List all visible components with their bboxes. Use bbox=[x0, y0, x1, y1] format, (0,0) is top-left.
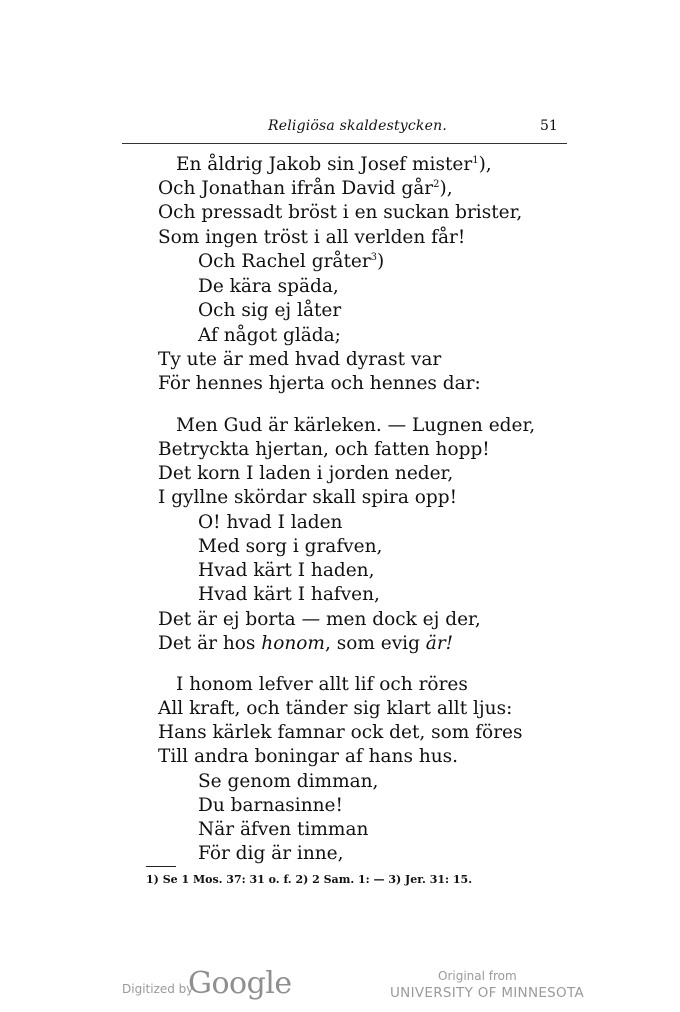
verse-line: Och Rachel gråter$^3$) bbox=[198, 251, 385, 272]
verse-line: Se genom dimman, bbox=[198, 771, 379, 792]
verse-line: Hvad kärt I haden, bbox=[198, 560, 375, 581]
scan-footer bbox=[0, 960, 680, 1010]
verse-line: När äfven timman bbox=[198, 819, 369, 840]
digitized-by-label: Digitized by bbox=[122, 982, 194, 996]
verse-line: Det korn I laden i jorden neder, bbox=[158, 463, 454, 484]
footnotes: 1) Se 1 Mos. 37: 31 o. f. 2) 2 Sam. 1: — 3) Jer. 31: 15. bbox=[146, 873, 473, 886]
footnote-marker: 3 bbox=[370, 252, 378, 263]
footnote-marker: 1 bbox=[472, 155, 479, 166]
running-header bbox=[0, 118, 680, 140]
page-number: 51 bbox=[540, 118, 558, 134]
verse-line: För dig är inne, bbox=[198, 843, 344, 864]
verse-line: Ty ute är med hvad dyrast var bbox=[158, 349, 442, 370]
verse-line: Som ingen tröst i all verlden får! bbox=[158, 227, 466, 248]
verse-line: Med sorg i grafven, bbox=[198, 536, 383, 557]
verse-line: I honom lefver allt lif och röres bbox=[176, 674, 468, 695]
verse-line: En åldrig Jakob sin Josef mister$^1$), bbox=[176, 154, 492, 175]
verse-line: För hennes hjerta och hennes dar: bbox=[158, 373, 481, 394]
verse-line: All kraft, och tänder sig klart allt ljus: bbox=[158, 698, 513, 719]
footnote-rule bbox=[146, 866, 176, 867]
verse-line: Betryckta hjertan, och fatten hopp! bbox=[158, 439, 490, 460]
verse-line: O! hvad I laden bbox=[198, 512, 343, 533]
verse-line: Hvad kärt I hafven, bbox=[198, 584, 380, 605]
original-from-label: Original from bbox=[438, 969, 517, 983]
verse-line: Hans kärlek famnar ock det, som föres bbox=[158, 722, 523, 743]
verse-line: I gyllne skördar skall spira opp! bbox=[158, 487, 458, 508]
header-rule bbox=[122, 143, 567, 144]
italic-word: honom bbox=[261, 633, 325, 654]
footnote-marker: 2 bbox=[433, 179, 440, 190]
verse-line: Du barnasinne! bbox=[198, 795, 343, 816]
verse-line: Men Gud är kärleken. — Lugnen eder, bbox=[176, 415, 536, 436]
google-logo: Google bbox=[188, 966, 292, 1001]
verse-line: Det är hos honom, som evig är! bbox=[158, 633, 454, 654]
verse-line: Och Jonathan ifrån David går$^2$), bbox=[158, 178, 453, 199]
italic-word: är! bbox=[425, 633, 454, 654]
running-title: Religiösa skaldestycken. bbox=[268, 118, 447, 134]
verse-line: Det är ej borta — men dock ej der, bbox=[158, 609, 481, 630]
verse-line: Till andra boningar af hans hus. bbox=[158, 746, 459, 767]
verse-line: De kära späda, bbox=[198, 276, 339, 297]
verse-line: Och pressadt bröst i en suckan brister, bbox=[158, 202, 523, 223]
verse-line: Och sig ej låter bbox=[198, 300, 342, 321]
verse-line: Af något gläda; bbox=[198, 325, 341, 346]
institution-name: UNIVERSITY OF MINNESOTA bbox=[390, 985, 585, 1001]
